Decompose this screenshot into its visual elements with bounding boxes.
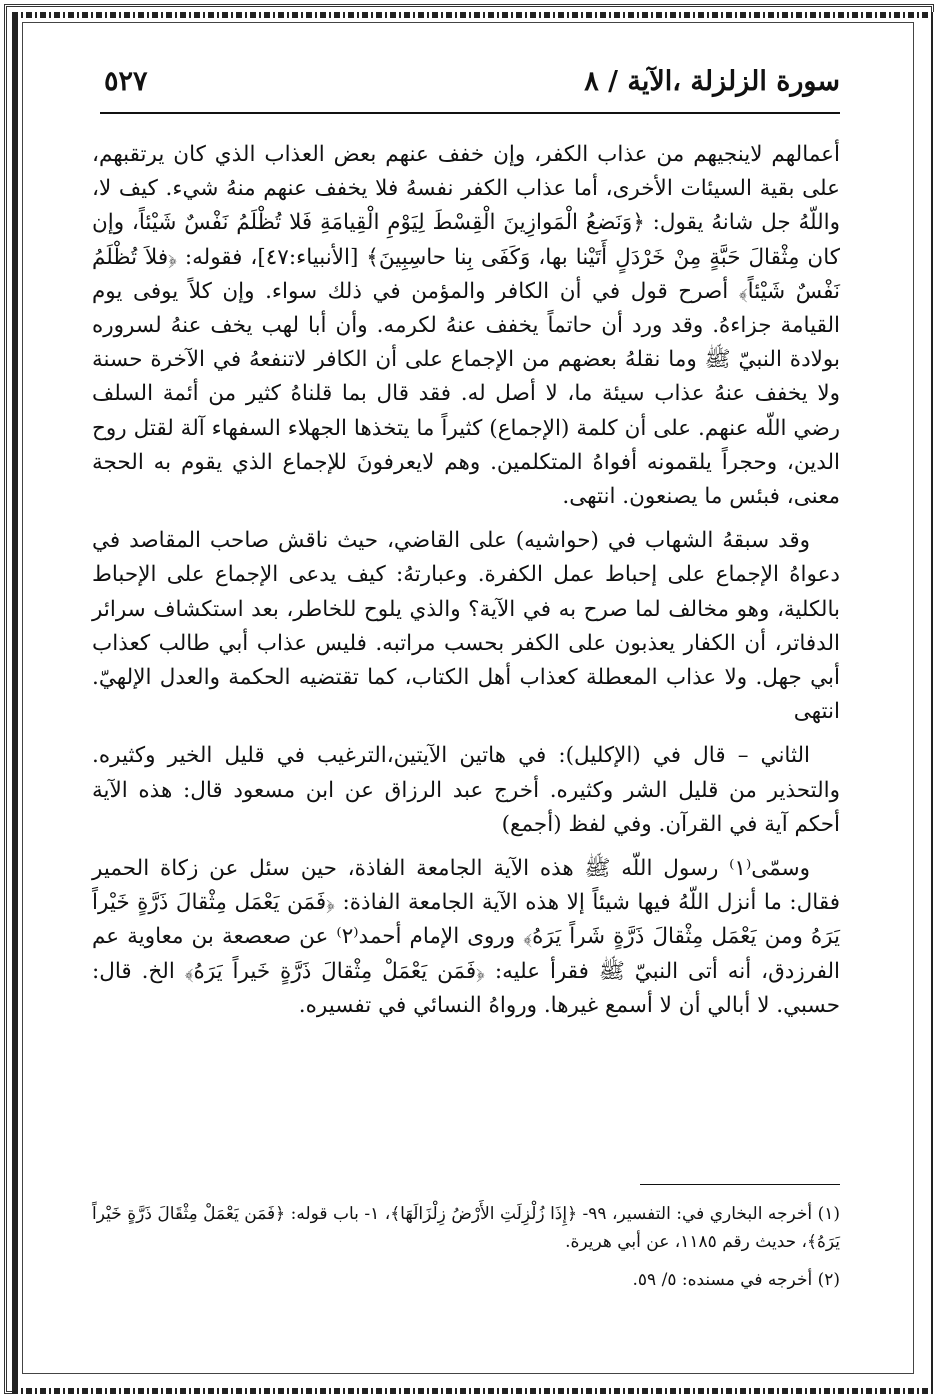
running-title: سورة الزلزلة ،الآية / ٨ xyxy=(584,66,840,97)
paragraph: وسمّى⁽١⁾ رسول اللّه ﷺ هذه الآية الجامعة الفاذة، حين سئل عن زكاة الحمير فقال: ما أنزل اللّهُ فيها شيئاً إلا هذه الآية الجامعة الفاذة: ﴿فَمَن يَعْمَل مِثْقالَ ذَرَّةٍ خَيْراً يَرَهُ ومن يَعْمَل مِثْقالَ ذَرَّةٍ شَراً يَرَهُ﴾ وروى الإمام أحمد⁽٢⁾ عن صعصعة بن معاوية عم الفرزدق، أنه أتى النبيّ ﷺ فقرأ عليه: ﴿فَمَن يَعْمَلْ مِثْقالَ ذَرَّةٍ خَيراً يَرَهُ﴾ الخ. قال: حسبي. لا أبالي أن لا أسمع غيرها. ورواهُ النسائي في تفسيره. xyxy=(92,856,840,1018)
paragraph: وقد سبقهُ الشهاب في (حواشيه) على القاضي، حيث ناقش صاحب المقاصد في دعواهُ الإجماع على إحباط عمل الكفرة. وعبارتهُ: كيف يدعى الإجماع على الإحباط بالكلية، وهو مخالف لما صرح به في الآية؟ والذي يلوح للخاطر، بعد استكشاف سرائر الدفاتر، أن الكفار يعذبون على الكفر بحسب مراتبه. فليس عذاب أبي طالب كعذاب أبي جهل. ولا عذاب المعطلة كعذاب أهل الكتاب، كما تقتضيه الحكمة والعدل الإلهيّ. انتهى xyxy=(92,528,840,725)
footnotes xyxy=(92,1200,840,1304)
main-text xyxy=(92,138,840,1033)
page-number: ٥٢٧ xyxy=(104,66,148,97)
footnote: (٢) أخرجه في مسنده: ٥/ ٥٩. xyxy=(632,1270,840,1290)
footnote-rule xyxy=(640,1184,840,1185)
page-header xyxy=(60,66,840,110)
paragraph: الثاني – قال في (الإكليل): في هاتين الآيتين،الترغيب في قليل الخير وكثيره. والتحذير من قليل الشر وكثيره. أخرج عبد الرزاق عن ابن مسعود قال: هذه الآية أحكم آية في القرآن. وفي لفظ (أجمع) xyxy=(92,743,840,837)
footnote: (١) أخرجه البخاري في: التفسير، ٩٩- ﴿إِذَا زُلْزِلَتِ الأَرْضُ زِلْزَالَهَا﴾، ١- باب قوله: ﴿فَمَن يَعْمَلْ مِثْقَالَ ذَرَّةٍ خَيْراً يَرَهُ﴾، حديث رقم ١١٨٥، عن أبي هريرة. xyxy=(92,1204,841,1252)
paragraph: أعمالهم لاينجيهم من عذاب الكفر، وإن خفف عنهم بعض العذاب الذي كان يرتقبهم، على بقية السيئات الأخرى، أما عذاب الكفر نفسهُ فلا يخفف عنهم منهُ شيء. كيف لا، واللّهُ جل شانهُ يقول: ﴿وَنَضعُ الْمَوازِينَ الْقِسْطَ لِيَوْمِ الْقِيامَةِ فَلا تُظْلَمُ نَفْسٌ شَيْئاً، وإن كان مِثْقالَ حَبَّةٍ مِنْ خَرْدَلٍ أَتَيْنا بها، وَكَفَى بِنا حاسِبِينَ﴾ [الأنبياء:٤٧]، فقوله: ﴿فلاَ تُظْلَمُ نَفْسٌ شَيْئاً﴾ أصرح قول في أن الكافر والمؤمن في ذلك سواء. وإن كلاً يوفى يوم القيامة جزاءهُ. وقد ورد أن حاتماً يخفف عنهُ لكرمه. وأن أبا لهب يخف عنهُ لسروره بولادة النبيّ ﷺ وما نقلهُ بعضهم من الإجماع على أن الكافر لاتنفعهُ في الآخرة حسنة ولا يخفف عنهُ عذاب سيئة ما، لا أصل له. فقد قال بما قلناهُ كثير من أئمة السلف رضي اللّه عنهم. على أن كلمة (الإجماع) كثيراً ما يتخذها الجهلاء السفهاء آلة لقتل روح الدين، وحجراً يلقمونه أفواهُ المتكلمين. وهم لايعرفونَ للإجماع الذي يقوم به الحجة معنى، فبئس ما يصنعون. انتهى. xyxy=(92,142,841,510)
header-rule xyxy=(100,112,840,114)
